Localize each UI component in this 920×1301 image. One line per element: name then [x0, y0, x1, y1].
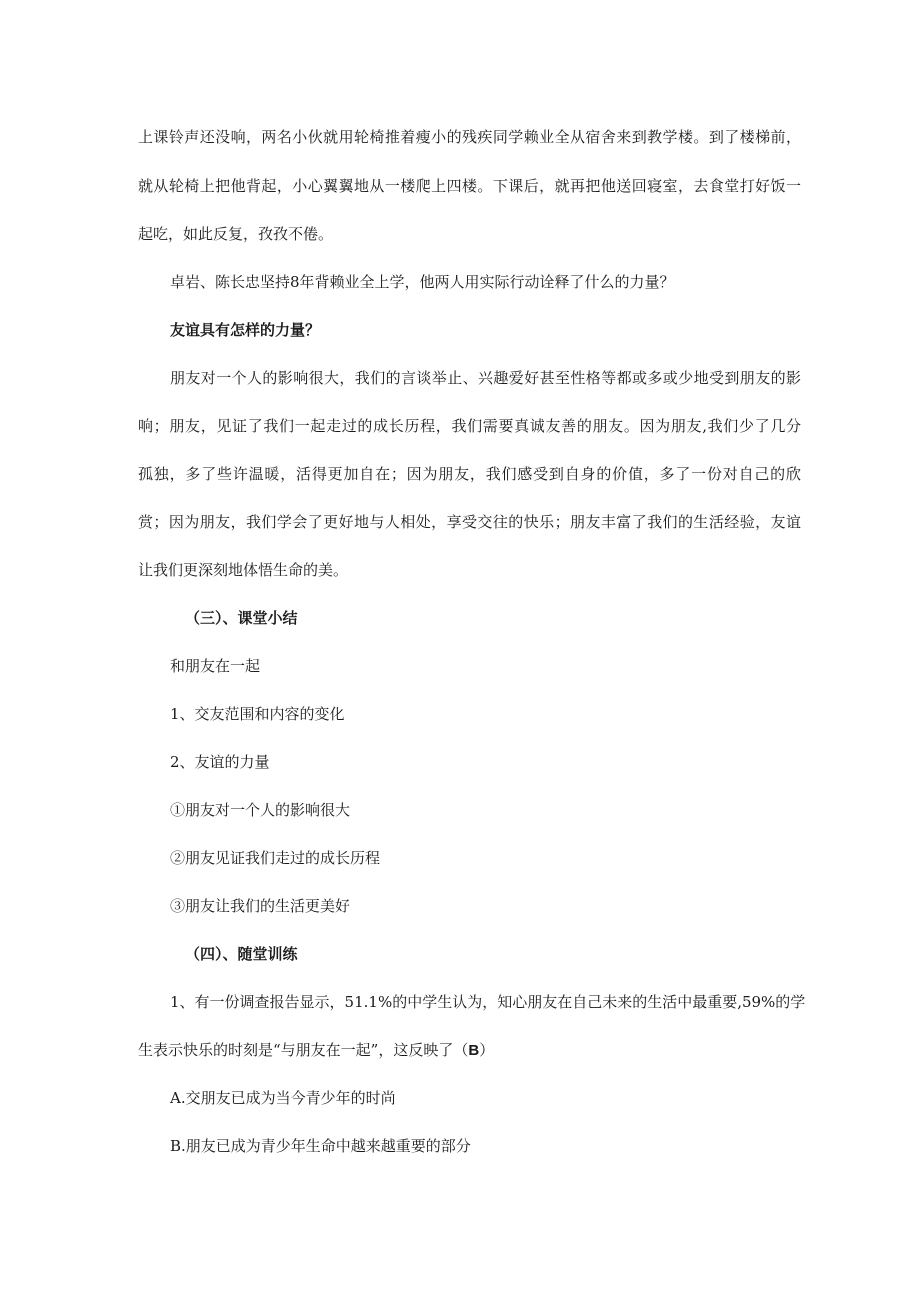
power-paragraph-line-3: 孤独，多了些许温暖，活得更加自在；因为朋友，我们感受到自身的价值，多了一份对自己的欣	[138, 465, 801, 483]
power-paragraph-line-4: 赏；因为朋友，我们学会了更好地与人相处，享受交往的快乐；朋友丰富了我们的生活经验，友谊	[138, 513, 801, 531]
training-question-line-2	[138, 1040, 494, 1061]
summary-item-1: 1、交友范围和内容的变化	[170, 705, 345, 723]
training-question-line-1: 1、有一份调查报告显示，51.1%的中学生认为，知心朋友在自己未来的生活中最重要,59%的学	[170, 993, 806, 1011]
power-paragraph-line-5: 让我们更深刻地体悟生命的美。	[138, 561, 349, 579]
summary-sub-3: ③朋友让我们的生活更美好	[170, 897, 351, 915]
question-text: 卓岩、陈长忠坚持8年背赖业全上学，他两人用实际行动诠释了什么的力量？	[170, 273, 675, 291]
option-b: B.朋友已成为青少年生命中越来越重要的部分	[170, 1137, 471, 1155]
summary-heading: （三）、课堂小结	[185, 609, 298, 627]
story-line-2: 就从轮椅上把他背起，小心翼翼地从一楼爬上四楼。下课后，就再把他送回寝室，去食堂打好饭一	[138, 177, 801, 195]
summary-sub-1: ①朋友对一个人的影响很大	[170, 801, 351, 819]
summary-title: 和朋友在一起	[170, 657, 261, 675]
story-line-1: 上课铃声还没响，两名小伙就用轮椅推着瘦小的残疾同学赖业全从宿舍来到教学楼。到了楼梯前，	[138, 128, 801, 146]
training-question-suffix: ）	[479, 1041, 495, 1059]
training-heading: （四）、随堂训练	[185, 945, 298, 963]
option-a: A.交朋友已成为当今青少年的时尚	[170, 1089, 396, 1107]
power-heading: 友谊具有怎样的力量？	[170, 321, 321, 339]
summary-item-2: 2、友谊的力量	[170, 753, 270, 771]
summary-sub-2: ②朋友见证我们走过的成长历程	[170, 849, 381, 867]
training-question-answer: B	[468, 1042, 480, 1059]
power-paragraph-line-2: 响；朋友，见证了我们一起走过的成长历程，我们需要真诚友善的朋友。因为朋友,我们少了几分	[138, 417, 801, 435]
story-line-3: 起吃，如此反复，孜孜不倦。	[138, 225, 334, 243]
training-question-prefix: 生表示快乐的时刻是“与朋友在一起”，这反映了（	[138, 1041, 469, 1059]
power-paragraph-line-1: 朋友对一个人的影响很大，我们的言谈举止、兴趣爱好甚至性格等都或多或少地受到朋友的影	[170, 369, 801, 387]
